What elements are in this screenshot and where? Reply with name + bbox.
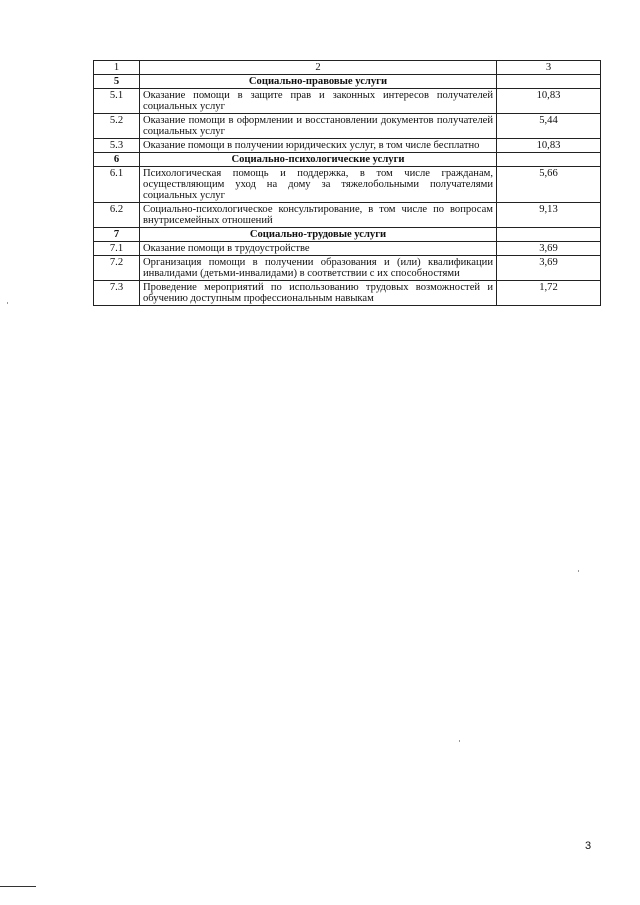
row-number: 7.1 xyxy=(94,242,140,256)
service-name: Оказание помощи в получении юридических услуг, в том числе бесплатно xyxy=(140,139,497,153)
section-row xyxy=(94,228,601,242)
scan-speck xyxy=(459,740,460,742)
row-number: 7.2 xyxy=(94,256,140,281)
row-number: 6.1 xyxy=(94,167,140,203)
section-empty-cell xyxy=(497,228,601,242)
service-value: 1,72 xyxy=(497,281,601,306)
service-name: Оказание помощи в защите прав и законных интересов получателей социальных услуг xyxy=(140,89,497,114)
section-row xyxy=(94,75,601,89)
service-value: 3,69 xyxy=(497,242,601,256)
table-row xyxy=(94,256,601,281)
service-value: 10,83 xyxy=(497,139,601,153)
service-value: 10,83 xyxy=(497,89,601,114)
page-number: 3 xyxy=(585,840,592,852)
row-number: 5.3 xyxy=(94,139,140,153)
table-row xyxy=(94,167,601,203)
header-col-3: 3 xyxy=(497,61,601,75)
section-number: 6 xyxy=(94,153,140,167)
header-col-1: 1 xyxy=(94,61,140,75)
services-table xyxy=(93,60,601,306)
table-row xyxy=(94,281,601,306)
service-name: Организация помощи в получении образования и (или) квалификации инвалидами (детьми-инвалидами) в соответствии с их способностями xyxy=(140,256,497,281)
table-header-row xyxy=(94,61,601,75)
table-row xyxy=(94,89,601,114)
header-col-2: 2 xyxy=(140,61,497,75)
table-row xyxy=(94,114,601,139)
section-empty-cell xyxy=(497,153,601,167)
section-title: Социально-правовые услуги xyxy=(140,75,497,89)
service-value: 3,69 xyxy=(497,256,601,281)
service-name: Оказание помощи в трудоустройстве xyxy=(140,242,497,256)
section-number: 7 xyxy=(94,228,140,242)
scan-edge-line xyxy=(0,886,36,887)
section-empty-cell xyxy=(497,75,601,89)
row-number: 5.2 xyxy=(94,114,140,139)
section-number: 5 xyxy=(94,75,140,89)
section-title: Социально-трудовые услуги xyxy=(140,228,497,242)
scan-speck xyxy=(578,570,579,572)
service-name: Проведение мероприятий по использованию трудовых возможностей и обучению доступным профессиональным навыкам xyxy=(140,281,497,306)
service-name: Психологическая помощь и поддержка, в том числе гражданам, осуществляющим уход на дому за тяжелобольными получателями социальных услуг xyxy=(140,167,497,203)
scan-speck xyxy=(7,302,8,304)
row-number: 6.2 xyxy=(94,203,140,228)
section-row xyxy=(94,153,601,167)
service-name: Социально-психологическое консультирование, в том числе по вопросам внутрисемейных отношений xyxy=(140,203,497,228)
row-number: 7.3 xyxy=(94,281,140,306)
table-row xyxy=(94,139,601,153)
table-row xyxy=(94,242,601,256)
table-row xyxy=(94,203,601,228)
service-value: 9,13 xyxy=(497,203,601,228)
service-name: Оказание помощи в оформлении и восстановлении документов получателей социальных услуг xyxy=(140,114,497,139)
service-value: 5,44 xyxy=(497,114,601,139)
service-value: 5,66 xyxy=(497,167,601,203)
row-number: 5.1 xyxy=(94,89,140,114)
section-title: Социально-психологические услуги xyxy=(140,153,497,167)
